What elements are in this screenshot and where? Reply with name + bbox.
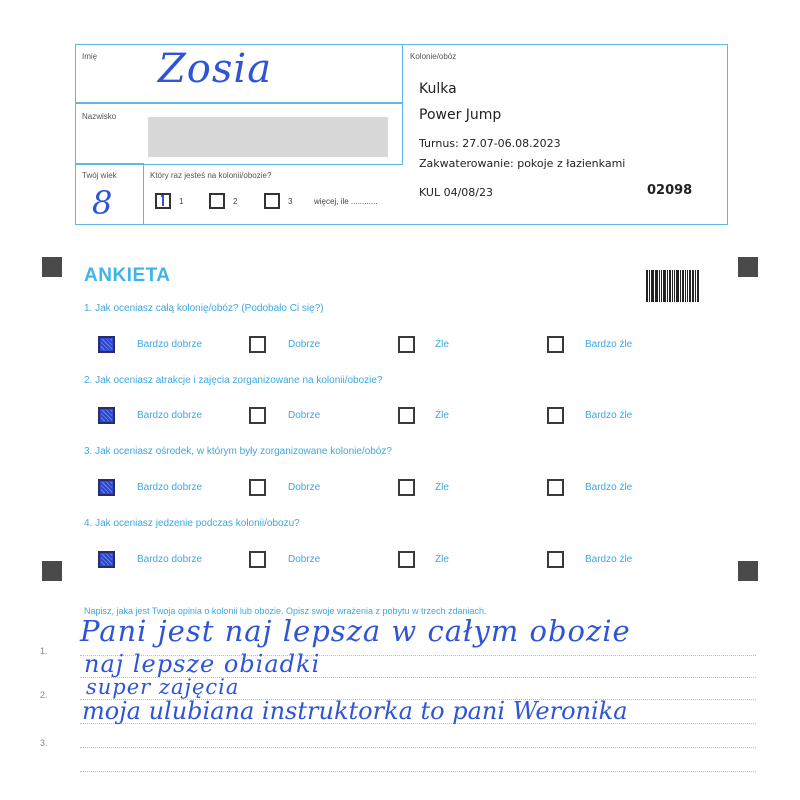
times-option-1: 1 bbox=[179, 197, 184, 206]
camp-org: Kulka bbox=[419, 81, 457, 97]
name-label: Imię bbox=[82, 52, 98, 61]
times-checkbox-1[interactable] bbox=[155, 193, 171, 209]
line-number-3: 3. bbox=[40, 738, 48, 748]
q2-label-bardzo-zle: Bardzo źle bbox=[585, 410, 633, 421]
times-checkbox-2[interactable] bbox=[209, 193, 225, 209]
opinion-line-3: super zajęcia bbox=[86, 675, 240, 699]
q4-label-bardzo-zle: Bardzo źle bbox=[585, 554, 633, 565]
q3-label-bardzo-dobrze: Bardzo dobrze bbox=[137, 482, 203, 493]
writing-line bbox=[80, 747, 756, 748]
q4-option-bardzo-zle[interactable] bbox=[547, 551, 564, 568]
question-3: 3. Jak oceniasz ośrodek, w którym były zorganizowane kolonie/obóz? bbox=[84, 446, 392, 457]
opinion-prompt: Napisz, jaka jest Twoja opinia o kolonii lub obozie. Opisz swoje wrażenia z pobytu w trzech zdaniach. bbox=[84, 606, 487, 616]
q2-label-zle: Źle bbox=[435, 410, 449, 421]
survey-title: ANKIETA bbox=[84, 265, 171, 286]
question-1: 1. Jak oceniasz całą kolonię/obóz? (Podobało Ci się?) bbox=[84, 303, 324, 314]
q1-label-dobrze: Dobrze bbox=[288, 339, 321, 350]
q3-label-bardzo-zle: Bardzo źle bbox=[585, 482, 633, 493]
line-number-1: 1. bbox=[40, 646, 48, 656]
age-label: Twój wiek bbox=[82, 171, 117, 180]
q1-option-dobrze[interactable] bbox=[249, 336, 266, 353]
q3-label-zle: Źle bbox=[435, 482, 449, 493]
q1-option-zle[interactable] bbox=[398, 336, 415, 353]
question-4: 4. Jak oceniasz jedzenie podczas kolonii/obozu? bbox=[84, 518, 300, 529]
q2-label-bardzo-dobrze: Bardzo dobrze bbox=[137, 410, 203, 421]
form-number: 02098 bbox=[647, 183, 693, 198]
q3-label-dobrze: Dobrze bbox=[288, 482, 321, 493]
writing-line bbox=[80, 771, 756, 772]
registration-mark bbox=[738, 561, 758, 581]
camp-name: Power Jump bbox=[419, 107, 502, 123]
q4-option-bardzo-dobrze[interactable] bbox=[98, 551, 115, 568]
q2-option-zle[interactable] bbox=[398, 407, 415, 424]
name-value: Zosia bbox=[158, 46, 273, 92]
redacted-surname bbox=[148, 117, 388, 157]
q3-option-bardzo-dobrze[interactable] bbox=[98, 479, 115, 496]
camp-label: Kolonie/obóz bbox=[410, 52, 457, 61]
question-2: 2. Jak oceniasz atrakcje i zajęcia zorganizowane na kolonii/obozie? bbox=[84, 375, 383, 386]
surname-label: Nazwisko bbox=[82, 112, 117, 121]
q2-option-bardzo-dobrze[interactable] bbox=[98, 407, 115, 424]
q1-option-bardzo-zle[interactable] bbox=[547, 336, 564, 353]
q2-label-dobrze: Dobrze bbox=[288, 410, 321, 421]
opinion-line-4: moja ulubiana instruktorka to pani Weronika bbox=[82, 697, 628, 725]
q2-option-bardzo-zle[interactable] bbox=[547, 407, 564, 424]
opinion-line-2: naj lepsze obiadki bbox=[84, 650, 321, 678]
q1-label-zle: Źle bbox=[435, 339, 449, 350]
barcode bbox=[646, 270, 700, 302]
registration-mark bbox=[42, 561, 62, 581]
age-value: 8 bbox=[92, 184, 114, 222]
q4-label-dobrze: Dobrze bbox=[288, 554, 321, 565]
q3-option-dobrze[interactable] bbox=[249, 479, 266, 496]
q4-label-bardzo-dobrze: Bardzo dobrze bbox=[137, 554, 203, 565]
turnus: Turnus: 27.07-06.08.2023 bbox=[419, 137, 561, 150]
q1-option-bardzo-dobrze[interactable] bbox=[98, 336, 115, 353]
accommodation: Zakwaterowanie: pokoje z łazienkami bbox=[419, 157, 626, 170]
q4-option-zle[interactable] bbox=[398, 551, 415, 568]
times-option-2: 2 bbox=[233, 197, 238, 206]
q3-option-bardzo-zle[interactable] bbox=[547, 479, 564, 496]
opinion-line-1: Pani jest naj lepsza w całym obozie bbox=[80, 614, 631, 648]
camp-code: KUL 04/08/23 bbox=[419, 186, 493, 199]
registration-mark bbox=[42, 257, 62, 277]
check-mark-icon bbox=[157, 195, 169, 207]
times-checkbox-3[interactable] bbox=[264, 193, 280, 209]
q4-label-zle: Źle bbox=[435, 554, 449, 565]
q2-option-dobrze[interactable] bbox=[249, 407, 266, 424]
times-label: Który raz jesteś na kolonii/obozie? bbox=[150, 171, 272, 180]
line-number-2: 2. bbox=[40, 690, 48, 700]
times-more: więcej, ile ............ bbox=[314, 197, 378, 206]
registration-mark bbox=[738, 257, 758, 277]
times-option-3: 3 bbox=[288, 197, 293, 206]
q1-label-bardzo-dobrze: Bardzo dobrze bbox=[137, 339, 203, 350]
q1-label-bardzo-zle: Bardzo źle bbox=[585, 339, 633, 350]
q3-option-zle[interactable] bbox=[398, 479, 415, 496]
q4-option-dobrze[interactable] bbox=[249, 551, 266, 568]
